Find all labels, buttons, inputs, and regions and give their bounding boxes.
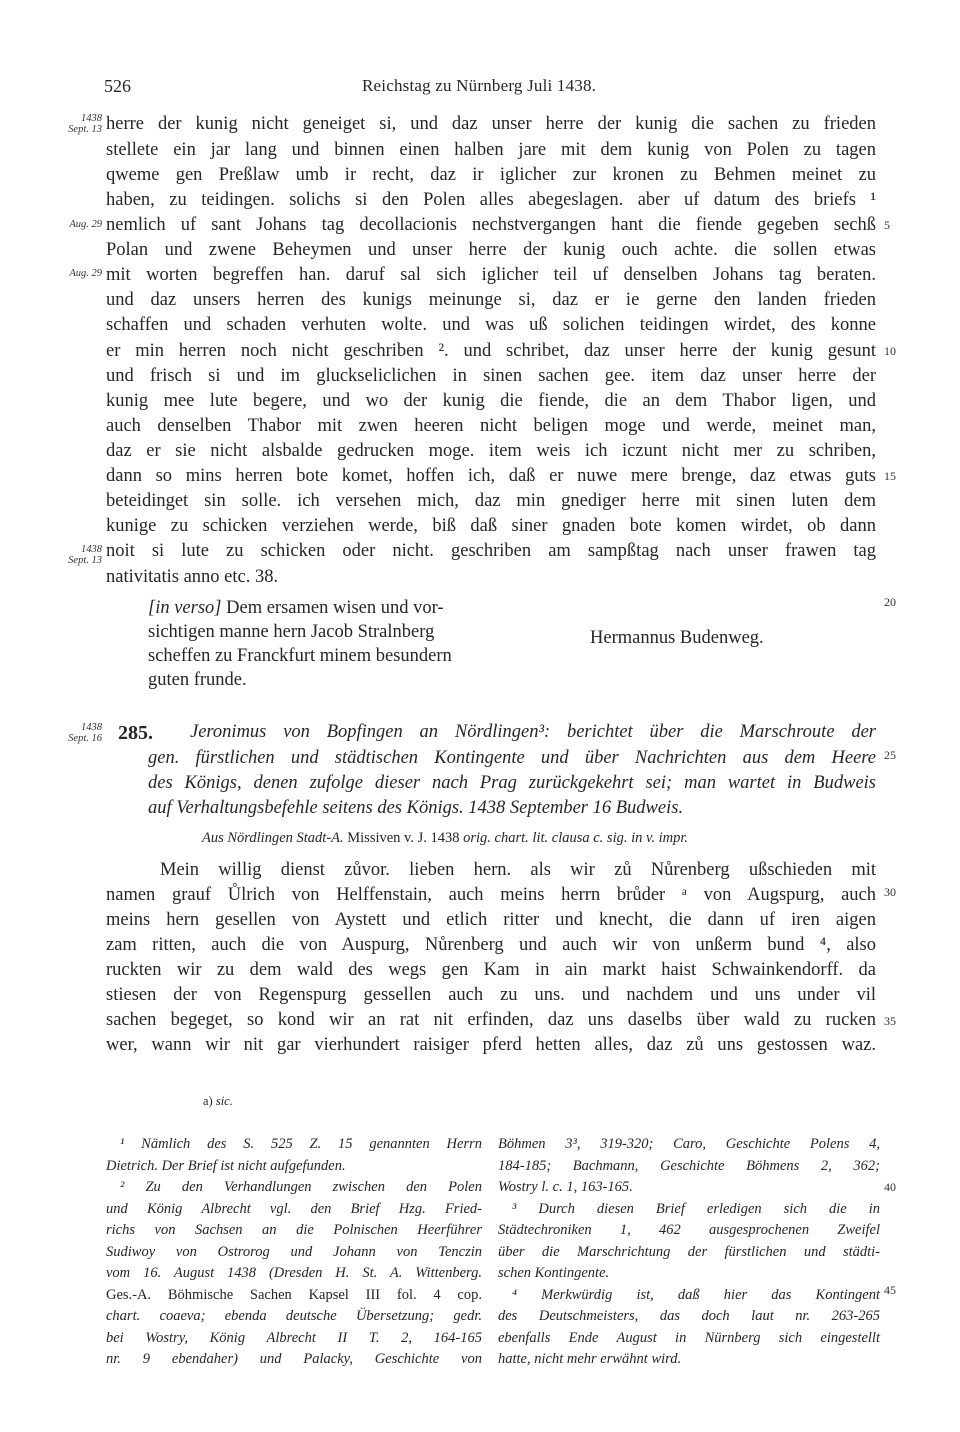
address-line: sichtigen manne hern Jacob Stralnberg bbox=[148, 622, 435, 642]
address-text: Dem ersamen wisen und vor- bbox=[226, 598, 444, 618]
apparatus-mark: a) bbox=[203, 1094, 213, 1108]
text-line: er min herren noch nicht geschriben ². und schribet, daz unser herre der kunig gesunt bbox=[106, 341, 876, 361]
page-header bbox=[104, 76, 882, 98]
address-line bbox=[148, 596, 478, 620]
footnote-line: richs von Sachsen an die Polnischen Heerführer bbox=[106, 1222, 482, 1238]
text-line: auch denselben Thabor mit zwen heeren nicht beligen moge und werde, meinet man, bbox=[106, 416, 876, 436]
margin-date-day: Aug. 29 bbox=[69, 219, 102, 230]
margin-date-day: Sept. 16 bbox=[68, 733, 102, 744]
margin-date-year: 1438 bbox=[81, 722, 102, 733]
text-line: kunig mee lute begere, und wo der kunig die fiende, die an dem Thabor ligen, und bbox=[106, 391, 876, 411]
margin-date bbox=[58, 219, 102, 230]
text-line: sachen begeget, so kond wir an rat nit erfinden, daz uns daselbs über wald zu rucken bbox=[106, 1010, 876, 1030]
text-line: wer, wann wir nit gar vierhundert raisiger pferd hetten alles, daz zů uns gestossen waz. bbox=[106, 1035, 876, 1055]
line-number: 45 bbox=[884, 1283, 896, 1297]
footnote-line: chart. coaeva; ebenda deutsche Übersetzung; gedr. bbox=[106, 1308, 482, 1324]
footnote-line: ¹ Nämlich des S. 525 Z. 15 genannten Herrn bbox=[120, 1136, 482, 1152]
margin-date-year: 1438 bbox=[81, 544, 102, 555]
footnote-line: über die Marschrichtung der fürstlichen und städti- bbox=[498, 1243, 880, 1260]
text-line: herre der kunig nicht geneiget si, und daz unser herre der kunig die sachen zu frieden bbox=[106, 114, 876, 134]
footnote-line: ⁴ Merkwürdig ist, daß hier das Kontingent bbox=[512, 1286, 880, 1303]
text-line: stiesen der von Regenspurg gessellen auch zu uns. und nachdem und uns under vil bbox=[106, 985, 876, 1005]
margin-date-day: Sept. 13 bbox=[68, 124, 102, 135]
source-note bbox=[202, 830, 688, 847]
text-line: und frisch si und im gluckseliclichen in sinen sachen gee. item daz unser herre der bbox=[106, 366, 876, 386]
margin-date bbox=[58, 722, 102, 744]
footnote-line: und König Albrecht vgl. den Brief Hzg. Fried- bbox=[106, 1200, 482, 1217]
regest-line: Jeronimus von Bopfingen an Nördlingen³: berichtet über die Marschroute der bbox=[190, 722, 876, 742]
footnotes-left-column bbox=[106, 1134, 482, 1371]
text-line: namen grauf Ůlrich von Helffenstain, auch meins herrn brůder ᵃ von Augspurg, auch bbox=[106, 885, 876, 905]
margin-date bbox=[58, 268, 102, 279]
margin-date-year: 1438 bbox=[81, 113, 102, 124]
footnote-line: des Deutschmeisters, das doch laut nr. 263-265 bbox=[498, 1308, 880, 1324]
margin-date bbox=[58, 113, 102, 135]
text-line: Mein willig dienst zůvor. lieben hern. als wir zů Nůrenberg ußschieden mit bbox=[160, 860, 876, 880]
margin-date bbox=[58, 544, 102, 566]
line-number: 25 bbox=[884, 748, 896, 762]
footnote-line: schen Kontingente. bbox=[498, 1265, 610, 1281]
running-title: Reichstag zu Nürnberg Juli 1438. bbox=[362, 76, 597, 95]
source-description: orig. chart. lit. clausa c. sig. in v. impr. bbox=[463, 830, 689, 846]
in-verso-label: [in verso] bbox=[148, 598, 222, 618]
text-line: nativitatis anno etc. 38. bbox=[106, 567, 279, 587]
footnote-line: Böhmen 3³, 319-320; Caro, Geschichte Polens 4, bbox=[498, 1136, 880, 1152]
source-archive: Aus Nördlingen Stadt-A. bbox=[202, 830, 344, 846]
text-line: kunige zu schicken verziehen werde, biß daß siner gnaden bote komen wirdet, ob dann bbox=[106, 516, 876, 536]
footnote-line: Wostry l. c. 1, 163-165. bbox=[498, 1179, 633, 1195]
footnote-line: hatte, nicht mehr erwähnt wird. bbox=[498, 1351, 682, 1367]
line-number: 5 bbox=[884, 218, 890, 232]
text-line: dann so mins herren bote komet, hoffen ich, daß er nuwe mere brenge, daz etwas guts bbox=[106, 466, 876, 486]
footnote-line: Dietrich. Der Brief ist nicht aufgefunden. bbox=[106, 1157, 346, 1174]
text-line: haben, zu teidingen. solichs si den Polen alles abegeslagen. aber uf datum des briefs ¹ bbox=[106, 190, 876, 210]
page-number: 526 bbox=[104, 76, 131, 96]
footnote-line: Städtechroniken 1, 462 ausgesprochenen Zweifel bbox=[498, 1222, 880, 1238]
address-block bbox=[148, 596, 478, 692]
text-line: zam ritten, auch die von Auspurg, Nůrenberg und auch wir von unßerm bund ⁴, also bbox=[106, 935, 876, 955]
text-line: nemlich uf sant Johans tag decollacionis nechstvergangen hant die fiende gegeben sechß bbox=[106, 215, 876, 235]
line-number: 10 bbox=[884, 344, 896, 358]
source-collection: Missiven v. J. 1438 bbox=[343, 830, 464, 846]
text-line: daz er sie nicht alsbalde gedrucken moge. item weis ich iczunt nicht mer zu schriben, bbox=[106, 441, 876, 461]
text-apparatus bbox=[203, 1094, 233, 1109]
margin-date-day: Aug. 29 bbox=[69, 268, 102, 279]
signature: Hermannus Budenweg. bbox=[590, 628, 764, 648]
regest-line: gen. fürstlichen und städtischen Kontingente und über Nachrichten aus dem Heere bbox=[148, 748, 876, 768]
line-number: 35 bbox=[884, 1014, 896, 1028]
text-line: schaffen und schaden verhuten wolte. und was uß solichen teidingen wirdet, des konne bbox=[106, 315, 876, 335]
text-line: Polan und zwene Beheymen und unser herre der kunig ouch achte. die sollen etwas bbox=[106, 240, 876, 260]
text-line: qweme gen Preßlaw umb ir recht, daz ir iglicher zur kronen zu Behmen meinet zu bbox=[106, 165, 876, 185]
text-line: und daz unsers herren des kunigs meinunge si, daz er ie gerne den landen frieden bbox=[106, 290, 876, 310]
footnote-line: vom 16. August 1438 (Dresden H. St. A. Wittenberg. bbox=[106, 1265, 482, 1281]
text-line: ruckten wir zu dem wald des wegs gen Kam in ain markt haist Schwainkendorff. da bbox=[106, 960, 876, 980]
text-line: mit worten begreffen han. daruf sal sich iglicher teil uf denselben Johans tag beraten. bbox=[106, 265, 876, 285]
footnote-line: 184-185; Bachmann, Geschichte Böhmens 2, 362; bbox=[498, 1157, 880, 1174]
footnote-line: ebenfalls Ende August in Nürnberg sich eingestellt bbox=[498, 1329, 880, 1346]
address-line: scheffen zu Franckfurt minem besundern bbox=[148, 646, 452, 666]
apparatus-text: sic. bbox=[215, 1094, 233, 1108]
document-number: 285. bbox=[118, 722, 153, 744]
address-line: guten frunde. bbox=[148, 670, 247, 690]
footnote-line: bei Wostry, König Albrecht II T. 2, 164-165 bbox=[106, 1329, 482, 1346]
footnote-line: Ges.-A. Böhmische Sachen Kapsel III fol. 4 cop. bbox=[106, 1286, 482, 1303]
regest-line: auf Verhaltungsbefehle seitens des Königs. 1438 September 16 Budweis. bbox=[148, 798, 684, 818]
regest-line: des Königs, denen zufolge dieser nach Prag zurückgekehrt sei; man wartet in Budweis bbox=[148, 773, 876, 793]
line-number: 30 bbox=[884, 885, 896, 899]
footnote-line: ² Zu den Verhandlungen zwischen den Polen bbox=[120, 1179, 482, 1195]
text-line: noit si lute zu schicken oder nicht. geschriben am sampßtag nach unser frawen tag bbox=[106, 541, 876, 561]
footnotes-right-column bbox=[498, 1134, 880, 1371]
line-number: 20 bbox=[884, 595, 896, 609]
footnote-line: Sudiwoy von Ostrorog und Johann von Tenczin bbox=[106, 1243, 482, 1260]
margin-date-day: Sept. 13 bbox=[68, 555, 102, 566]
text-line: meins hern gesellen von Aystett und etlich ritter und knecht, die dann uf iren aigen bbox=[106, 910, 876, 930]
footnote-line: nr. 9 ebendaher) und Palacky, Geschichte von bbox=[106, 1351, 482, 1367]
text-line: beteidinget sin solle. ich versehen mich, daz min gnediger herre mit sinen luten dem bbox=[106, 491, 876, 511]
text-line: stellete ein jar lang und binnen einen halben jare mit dem kunig von Polen zu tagen bbox=[106, 140, 876, 160]
footnote-line: ³ Durch diesen Brief erledigen sich die in bbox=[512, 1200, 880, 1217]
line-number: 40 bbox=[884, 1180, 896, 1194]
line-number: 15 bbox=[884, 469, 896, 483]
